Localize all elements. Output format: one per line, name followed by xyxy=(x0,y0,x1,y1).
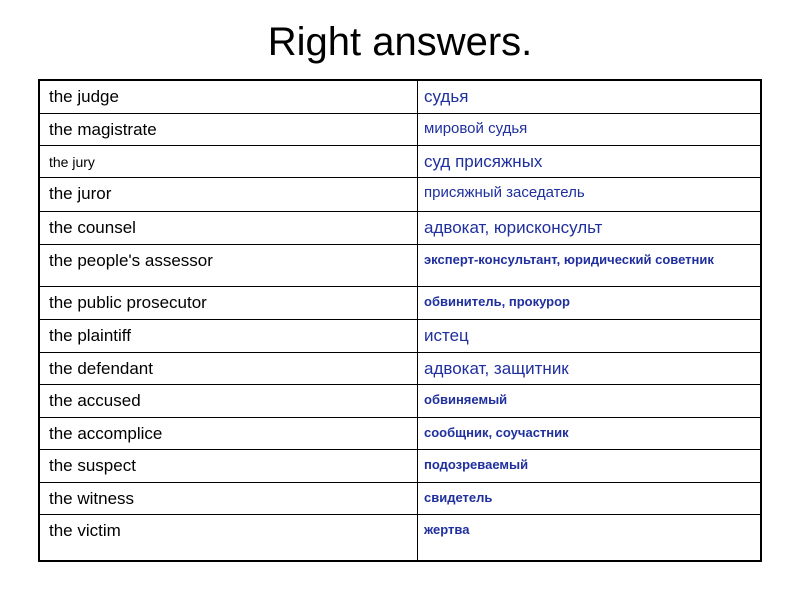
russian-translation: эксперт-консультант, юридический советник xyxy=(418,244,762,286)
english-term: the juror xyxy=(39,177,418,211)
table-row xyxy=(39,352,761,384)
english-term: the counsel xyxy=(39,211,418,244)
english-term: the suspect xyxy=(39,449,418,482)
table-row xyxy=(39,384,761,417)
english-term: the plaintiff xyxy=(39,319,418,352)
english-term: the defendant xyxy=(39,352,418,384)
russian-translation: свидетель xyxy=(418,482,762,514)
russian-translation: судья xyxy=(418,80,762,113)
table-row xyxy=(39,482,761,514)
russian-translation: жертва xyxy=(418,514,762,561)
table-row xyxy=(39,80,761,113)
russian-translation: сообщник, соучастник xyxy=(418,417,762,449)
table-row xyxy=(39,145,761,177)
table-row xyxy=(39,319,761,352)
russian-translation: мировой судья xyxy=(418,113,762,145)
russian-translation: присяжный заседатель xyxy=(418,177,762,211)
table-row xyxy=(39,211,761,244)
table-row xyxy=(39,514,761,561)
english-term: the accomplice xyxy=(39,417,418,449)
russian-translation: адвокат, защитник xyxy=(418,352,762,384)
table-row xyxy=(39,177,761,211)
english-term: the accused xyxy=(39,384,418,417)
table-row xyxy=(39,417,761,449)
table-row xyxy=(39,244,761,286)
table-row xyxy=(39,113,761,145)
russian-translation: обвинитель, прокурор xyxy=(418,286,762,319)
english-term: the judge xyxy=(39,80,418,113)
english-term: the people's assessor xyxy=(39,244,418,286)
english-term: the victim xyxy=(39,514,418,561)
table-row xyxy=(39,449,761,482)
russian-translation: истец xyxy=(418,319,762,352)
english-term: the witness xyxy=(39,482,418,514)
russian-translation: подозреваемый xyxy=(418,449,762,482)
english-term: the magistrate xyxy=(39,113,418,145)
page-title: Right answers. xyxy=(267,20,533,64)
russian-translation: обвиняемый xyxy=(418,384,762,417)
english-term: the jury xyxy=(39,145,418,177)
russian-translation: суд присяжных xyxy=(418,145,762,177)
vocabulary-table xyxy=(38,79,762,562)
english-term: the public prosecutor xyxy=(39,286,418,319)
table-row xyxy=(39,286,761,319)
russian-translation: адвокат, юрисконсульт xyxy=(418,211,762,244)
